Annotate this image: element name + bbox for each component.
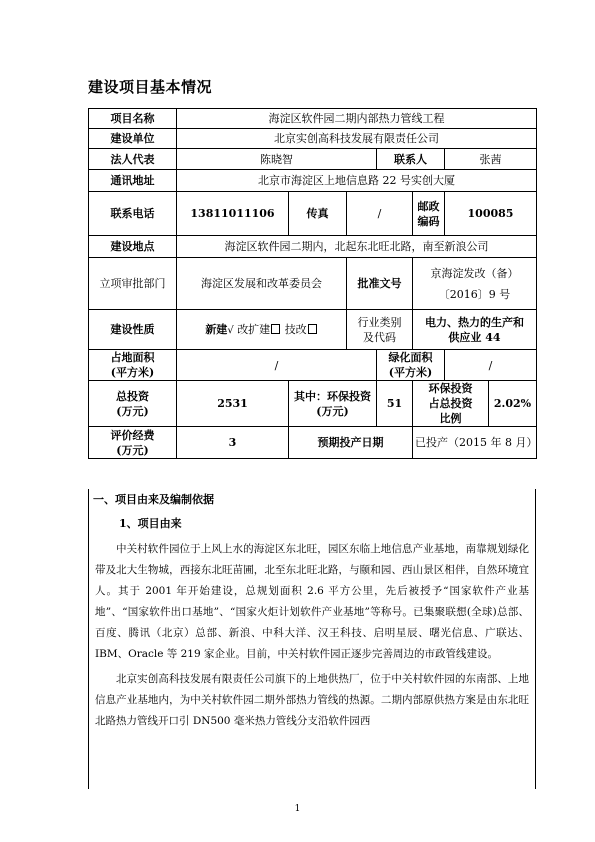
page-number: 1 [294, 804, 301, 814]
eval-fee-label [89, 427, 177, 459]
checkbox-tech[interactable] [308, 324, 317, 334]
phone-value: 13811011106 [177, 192, 289, 236]
postcode-label [413, 192, 445, 236]
land-area-label-line1: 占地面积 [110, 351, 155, 364]
approval-dept-value: 海淀区发展和改革委员会 [177, 258, 347, 310]
section-box [88, 489, 536, 789]
green-area-label-line2: (平方米) [388, 366, 433, 379]
approval-doc-line2: 〔2016〕9 号 [438, 287, 511, 301]
site-label: 建设地点 [89, 236, 177, 258]
env-ratio-value: 2.02% [489, 381, 537, 427]
land-area-label-line2: (平方米) [110, 366, 155, 379]
address-label: 通讯地址 [89, 170, 177, 192]
eval-fee-label-line1: 评价经费 [110, 428, 155, 442]
fax-label: 传真 [289, 192, 347, 236]
industry-label-line1: 行业类别 [357, 315, 402, 329]
approval-doc-value [413, 258, 537, 310]
invest-label-line1: 总投资 [116, 389, 149, 403]
land-area-value: / [177, 350, 377, 381]
section-subheading: 1、项目由来 [119, 517, 182, 530]
approval-dept-label: 立项审批部门 [89, 258, 177, 310]
nature-options [177, 310, 347, 350]
eval-fee-label-line2: (万元) [116, 443, 149, 457]
nature-label: 建设性质 [89, 310, 177, 350]
unit-value: 北京实创高科技发展有限责任公司 [177, 129, 537, 149]
project-info-table [88, 108, 537, 459]
approval-doc-line1: 京海淀发改（备） [430, 266, 519, 280]
eval-fee-value: 3 [177, 427, 289, 459]
prod-date-value: 已投产（2015 年 8 月） [413, 427, 537, 459]
industry-label-line2: 及代码 [363, 330, 396, 344]
nature-new-label: 新建 [205, 322, 228, 336]
env-invest-label [289, 381, 377, 427]
legal-rep-value: 陈晓智 [177, 149, 377, 170]
unit-label: 建设单位 [89, 129, 177, 149]
project-name-value: 海淀区软件园二期内部热力管线工程 [177, 109, 537, 129]
section-body [95, 539, 529, 736]
green-area-value: / [445, 350, 537, 381]
env-ratio-label [413, 381, 489, 427]
postcode-label-line2: 编码 [417, 214, 440, 228]
prod-date-label: 预期投产日期 [289, 427, 413, 459]
checkmark-icon: √ [227, 324, 234, 336]
industry-value-line1: 电力、热力的生产和 [425, 315, 524, 329]
section-heading: 一、项目由来及编制依据 [93, 493, 214, 506]
env-ratio-label-line3: 比例 [439, 412, 462, 425]
env-ratio-label-line2: 占总投资 [428, 397, 473, 410]
industry-label [347, 310, 413, 350]
nature-tech-label: 技改 [284, 322, 307, 336]
checkbox-expand[interactable] [271, 324, 280, 334]
contact-label: 联系人 [377, 149, 445, 170]
page-title: 建设项目基本情况 [88, 78, 213, 96]
invest-label-line2: (万元) [116, 404, 149, 418]
paragraph-1: 中关村软件园位于上风上水的海淀区东北旺，园区东临上地信息产业基地，南靠规划绿化带及北大生物城，西接东北旺苗圃，北至东北旺北路，与颐和园、西山景区相伴，自然环境宜人。其于 2001 年开始建设，总规划面积 2.6 平方公里，先后被授予“国家软件产业基地”、“国家软件出口基地”、“国家火炬计划软件产业基地”等称号。已集聚联想(全球)总部、百度、腾讯（北京）总部、新浪、中科大洋、汉王科技、启明星辰、曙光信息、广联达、IBM、Oracle 等 219 家企业。目前，中关村软件园正逐步完善周边的市政管线建设。 [95, 543, 529, 660]
nature-expand-label: 改扩建 [237, 322, 271, 336]
invest-value: 2531 [177, 381, 289, 427]
green-area-label-line1: 绿化面积 [388, 351, 433, 364]
phone-label: 联系电话 [89, 192, 177, 236]
address-value: 北京市海淀区上地信息路 22 号实创大厦 [177, 170, 537, 192]
green-area-label [377, 350, 445, 381]
postcode-label-line1: 邮政 [417, 199, 440, 213]
industry-value [413, 310, 537, 350]
contact-value: 张茜 [445, 149, 537, 170]
invest-label [89, 381, 177, 427]
env-invest-label-line2: (万元) [316, 404, 349, 418]
land-area-label [89, 350, 177, 381]
env-invest-value: 51 [377, 381, 413, 427]
industry-value-line2: 供应业 44 [448, 330, 501, 344]
postcode-value: 100085 [445, 192, 537, 236]
env-ratio-label-line1: 环保投资 [428, 382, 473, 395]
approval-doc-label: 批准文号 [347, 258, 413, 310]
site-value: 海淀区软件园二期内，北起东北旺北路，南至新浪公司 [177, 236, 537, 258]
fax-value: / [347, 192, 413, 236]
paragraph-2: 北京实创高科技发展有限责任公司旗下的上地供热厂，位于中关村软件园的东南部、上地信息产业基地内，为中关村软件园二期外部热力管线的热源。二期内部原供热方案是由东北旺北路热力管线开口引 DN500 毫米热力管线分支沿软件园西 [95, 673, 529, 727]
legal-rep-label: 法人代表 [89, 149, 177, 170]
project-name-label: 项目名称 [89, 109, 177, 129]
env-invest-label-line1: 其中：环保投资 [294, 389, 371, 403]
